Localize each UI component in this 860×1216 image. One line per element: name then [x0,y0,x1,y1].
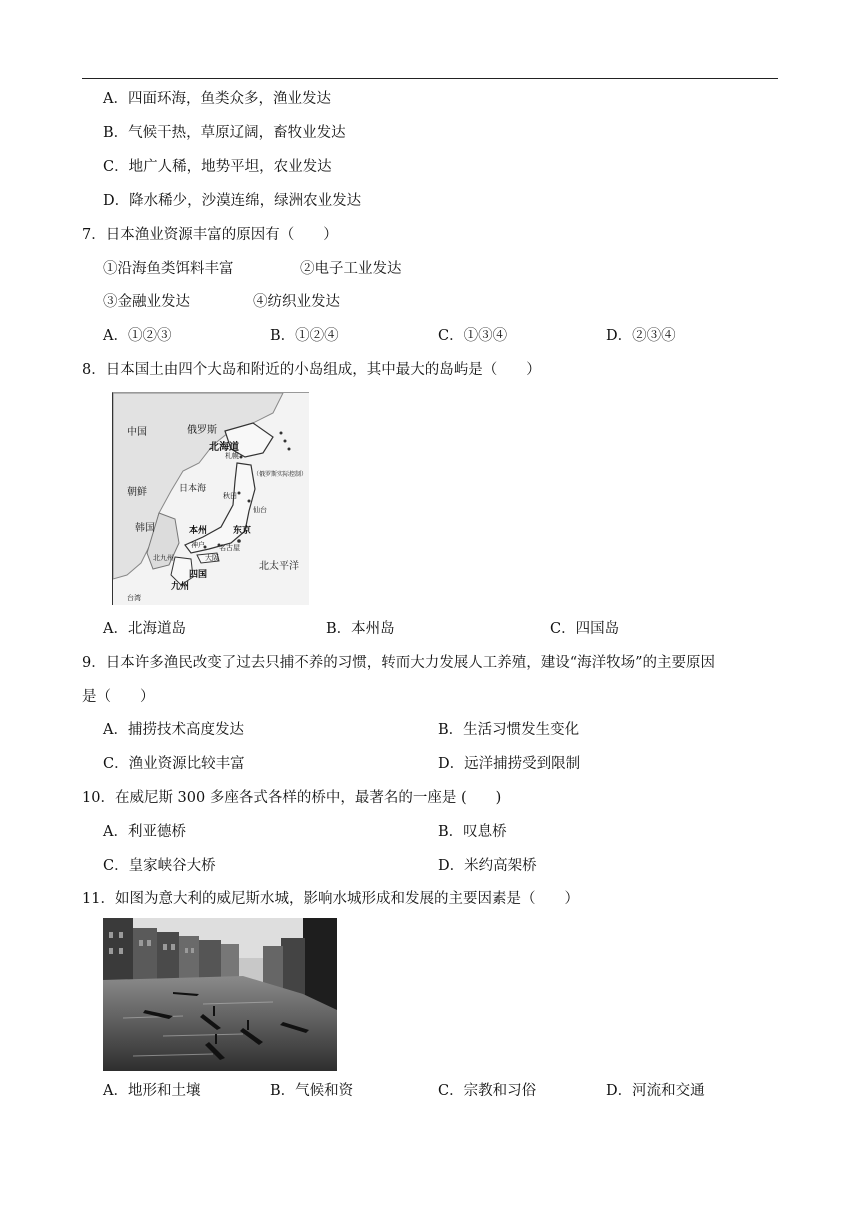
map-label-osaka: 大阪 [205,554,219,562]
map-label-shikoku: 四国 [189,570,208,580]
q7-option-c[interactable]: C．①③④ [438,328,508,344]
map-label-kobe: 神户 [191,541,205,549]
q11-stem: 11．如图为意大利的威尼斯水城，影响水城形成和发展的主要因素是（ ） [82,891,579,907]
q6-option-d[interactable]: D．降水稀少，沙漠连绵，绿洲农业发达 [103,193,362,209]
q7-item-3: ③金融业发达 [103,294,190,310]
q6-option-a[interactable]: A．四面环海，鱼类众多，渔业发达 [103,91,331,107]
q6-option-c[interactable]: C．地广人稀，地势平坦，农业发达 [103,159,332,175]
map-label-nagoya: 名古屋 [219,544,240,552]
q11-option-a[interactable]: A．地形和土壤 [103,1083,201,1099]
map-label-akita: 秋田 [223,492,237,500]
map-label-sea-of-japan: 日本海 [179,484,207,494]
q6-option-b[interactable]: B．气候干热，草原辽阔，畜牧业发达 [103,125,346,141]
japan-map [112,392,309,605]
map-label-honshu: 本州 [189,526,208,536]
q8-option-a[interactable]: A．北海道岛 [103,621,186,637]
q7-item-1: ①沿海鱼类饵料丰富 [103,261,234,277]
q9-stem-line-1: 9．日本许多渔民改变了过去只捕不养的习惯，转而大力发展人工养殖，建设“海洋牧场”的主要原因 [82,655,716,671]
q11-option-b[interactable]: B．气候和资 [270,1083,354,1099]
map-label-kurils: （俄罗斯实际控制） [253,471,308,478]
map-label-sendai: 仙台 [253,506,267,514]
q10-option-a[interactable]: A．利亚德桥 [103,824,186,840]
map-label-china: 中国 [127,427,147,438]
q9-option-d[interactable]: D．远洋捕捞受到限制 [438,756,581,772]
map-label-korea-north: 朝鲜 [127,487,147,498]
venice-canal-photo-drawing [103,918,337,1071]
q9-option-b[interactable]: B．生活习惯发生变化 [438,722,580,738]
map-label-sapporo: 札幌 [225,452,239,460]
q7-item-2: ②电子工业发达 [300,261,402,277]
q10-option-d[interactable]: D．米约高架桥 [438,858,537,874]
map-label-tokyo: 东京 [233,526,252,536]
map-label-kyushu: 九州 [171,582,190,592]
map-label-kitakyushu: 北九州 [153,554,174,562]
q8-option-c[interactable]: C．四国岛 [550,621,620,637]
q9-option-c[interactable]: C．渔业资源比较丰富 [103,756,245,772]
q10-stem: 10．在威尼斯 300 多座各式各样的桥中，最著名的一座是 ( ) [82,790,502,806]
q7-stem: 7．日本渔业资源丰富的原因有（ ） [82,227,338,243]
q8-stem: 8．日本国土由四个大岛和附近的小岛组成，其中最大的岛屿是（ ） [82,362,541,378]
map-label-pacific: 北太平洋 [259,561,299,572]
q9-stem-line-2: 是（ ） [82,689,155,705]
map-label-hokkaido: 北海道 [209,442,239,453]
map-label-korea-south: 韩国 [135,523,155,534]
q7-option-d[interactable]: D．②③④ [606,328,676,344]
q7-item-4: ④纺织业发达 [253,294,340,310]
q7-option-b[interactable]: B．①②④ [270,328,339,344]
map-label-taiwan: 台湾 [127,594,141,602]
q9-option-a[interactable]: A．捕捞技术高度发达 [103,722,244,738]
q11-option-c[interactable]: C．宗教和习俗 [438,1083,537,1099]
venice-canal-photo [103,918,337,1071]
q10-option-c[interactable]: C．皇家峡谷大桥 [103,858,216,874]
q10-option-b[interactable]: B．叹息桥 [438,824,507,840]
map-label-russia: 俄罗斯 [187,425,217,436]
q8-option-b[interactable]: B．本州岛 [326,621,395,637]
header-rule [82,78,778,79]
q7-option-a[interactable]: A．①②③ [103,328,172,344]
q11-option-d[interactable]: D．河流和交通 [606,1083,705,1099]
